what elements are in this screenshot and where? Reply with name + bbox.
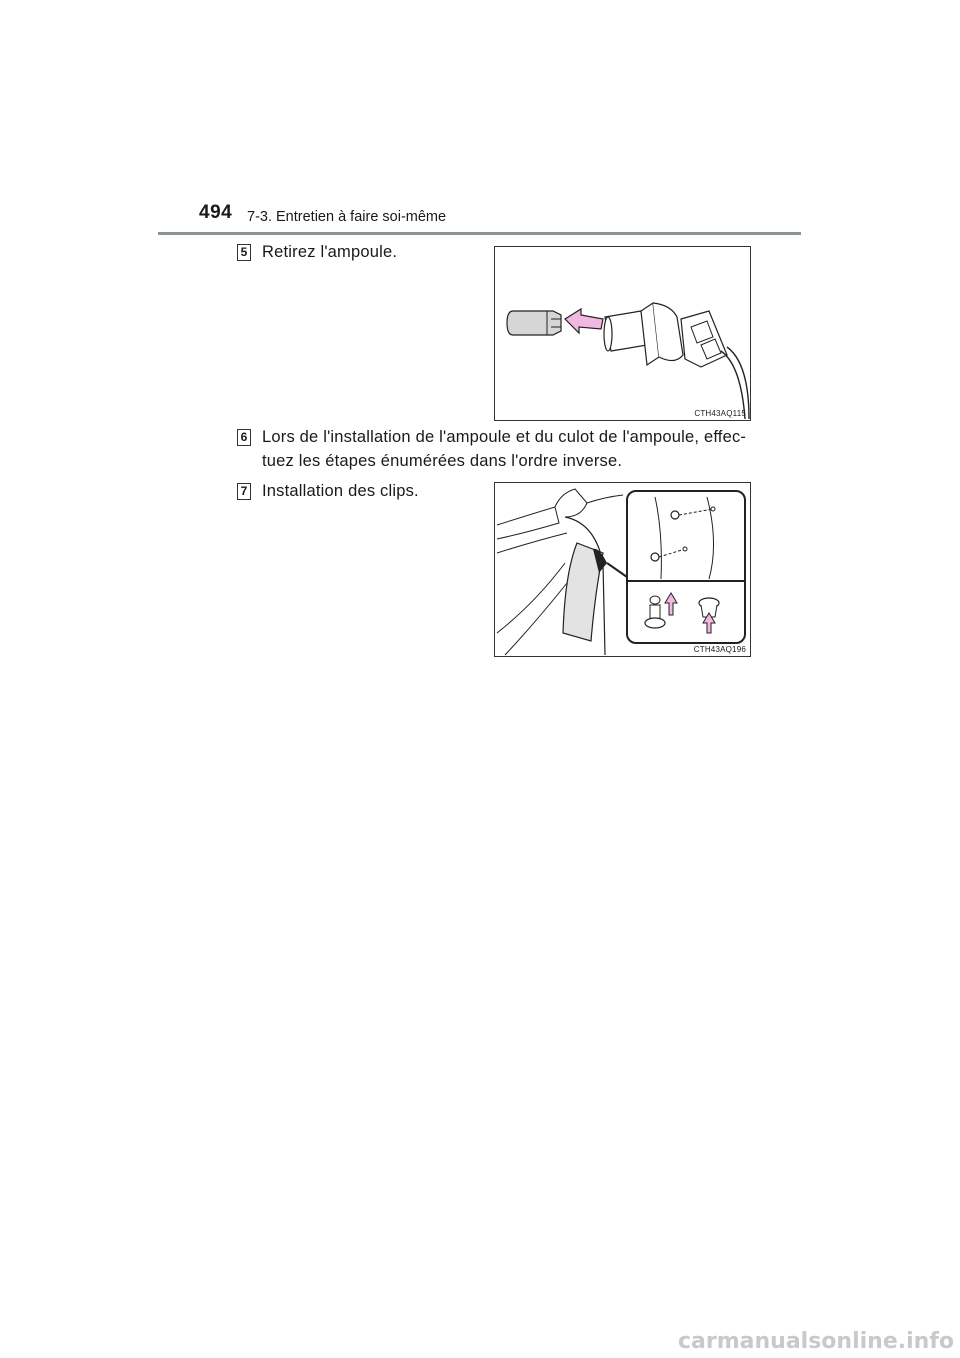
step-6-badge: 6 xyxy=(237,429,251,446)
step-6-text-line2: tuez les étapes énumérées dans l'ordre inverse. xyxy=(262,452,623,470)
figure-code: CTH43AQ196 xyxy=(693,645,746,654)
step-5-badge: 5 xyxy=(237,244,251,261)
clip-installation-illustration xyxy=(495,483,750,656)
step-6-text-line1: Lors de l'installation de l'ampoule et du culot de l'ampoule, effec- xyxy=(262,428,747,446)
step-7-text: Installation des clips. xyxy=(262,482,419,500)
pink-arrow-left-icon xyxy=(565,309,603,333)
header-divider xyxy=(158,232,801,235)
watermark: carmanualsonline.info xyxy=(678,1329,954,1354)
figure-code: CTH43AQ115 xyxy=(694,409,746,418)
bulb-removal-illustration xyxy=(495,247,750,420)
step-5-text: Retirez l'ampoule. xyxy=(262,243,398,261)
clip-bottom-icon xyxy=(651,553,659,561)
step-7-badge: 7 xyxy=(237,483,251,500)
clip-top-icon xyxy=(671,511,679,519)
section-title: 7-3. Entretien à faire soi-même xyxy=(247,209,447,225)
page-number: 494 xyxy=(199,202,233,223)
bulb-removal-figure xyxy=(494,246,751,421)
clip-installation-figure xyxy=(494,482,751,657)
